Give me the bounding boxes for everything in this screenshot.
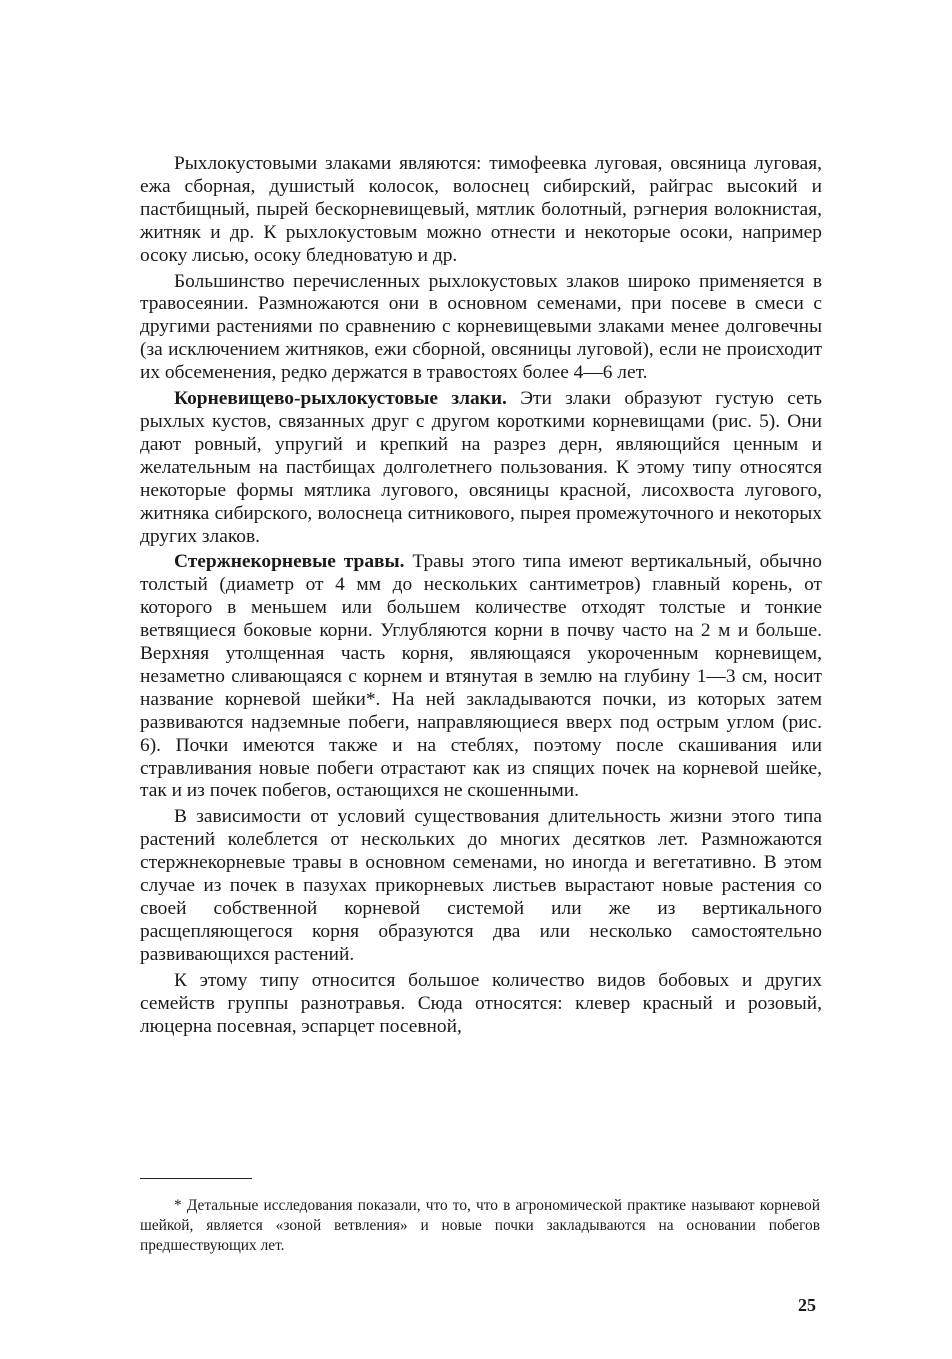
paragraph-text: Эти злаки образуют густую сеть рыхлых кустов, связанных друг с другом короткими корневищами (рис. 5). Они дают ровный, упругий и крепкий на разрез дерн, являющийся ценным и желательным на пастбищах долголетнего пользования. К этому типу относятся некоторые формы мятлика лугового, овсяницы красной, лисохвоста лугового, житняка сибирского, волоснеца ситникового, пырея промежуточного и некоторых других злаков. [140, 388, 822, 547]
paragraph-text: Большинство перечисленных рыхлокустовых злаков широко применяется в травосеянии. Размножаются они в основном семенами, при посеве в смеси с другими растениями по сравнению с корневищевыми злаками менее долговечны (за исключением житняков, ежи сборной, овсяницы луговой), если не происходит их обсеменения, редко держатся в травостоях более 4—6 лет. [140, 270, 822, 384]
run-in-heading: Корневищево-рыхлокустовые злаки. [174, 388, 507, 410]
page-number: 25 [798, 1295, 816, 1315]
paragraph-text: К этому типу относится большое количество видов бобовых и других семейств группы разнотравья. Сюда относятся: клевер красный и розовый, люцерна посевная, эспарцет посевной, [140, 969, 822, 1037]
paragraph-4 [140, 551, 822, 803]
paragraph-text: Рыхлокустовыми злаками являются: тимофеевка луговая, овсяница луговая, ежа сборная, душистый колосок, волоснец сибирский, райграс высокий и пастбищный, пырей бескорневищевый, мятлик болотный, рэгнерия волокнистая, житняк и др. К рыхлокустовым можно отнести и некоторые осоки, например осоку лисью, осоку бледноватую и др. [140, 153, 822, 266]
paragraph-2 [140, 271, 822, 386]
paragraph-text: Травы этого типа имеют вертикальный, обычно толстый (диаметр от 4 мм до нескольких сантиметров) главный корень, от которого в меньшем или большем количестве отходят толстые и тонкие ветвящиеся боковые корни. Углубляются корни в почву часто на 2 м и больше. Верхняя утолщенная часть корня, являющаяся укороченным корневищем, незаметно сливающаяся с корнем и втянутая в землю на глубину 1—3 см, носит название корневой шейки*. На ней закладываются почки, из которых затем развиваются надземные побеги, направляющиеся вверх под острым углом (рис. 6). Почки имеются также и на стеблях, поэтому после скашивания или стравливания новые побеги отрастают как из спящих почек на корневой шейке, так и из почек побегов, остающихся не скошенными. [140, 551, 822, 802]
main-text [140, 153, 822, 1038]
paragraph-3 [140, 388, 822, 548]
paragraph-text: В зависимости от условий существования длительность жизни этого типа растений колеблется от нескольких до многих десятков лет. Размножаются стержнекорневые травы в основном семенами, но иногда и вегетативно. В этом случае из почек в пазухах прикорневых листьев вырастают новые растения со своей собственной корневой системой или же из вертикального расщепляющегося корня образуются два или несколько самостоятельно развивающихся растений. [140, 806, 822, 965]
run-in-heading: Стержнекорневые травы. [174, 551, 405, 573]
footnote: * Детальные исследования показали, что то, что в агрономической практике называют корневой шейкой, является «зоной ветвления» и новые почки закладываются на основании побегов предшествующих лет. [140, 1197, 820, 1254]
paragraph-1 [140, 153, 822, 268]
footnote-divider [140, 1178, 252, 1179]
paragraph-5 [140, 806, 822, 966]
paragraph-6 [140, 970, 822, 1039]
